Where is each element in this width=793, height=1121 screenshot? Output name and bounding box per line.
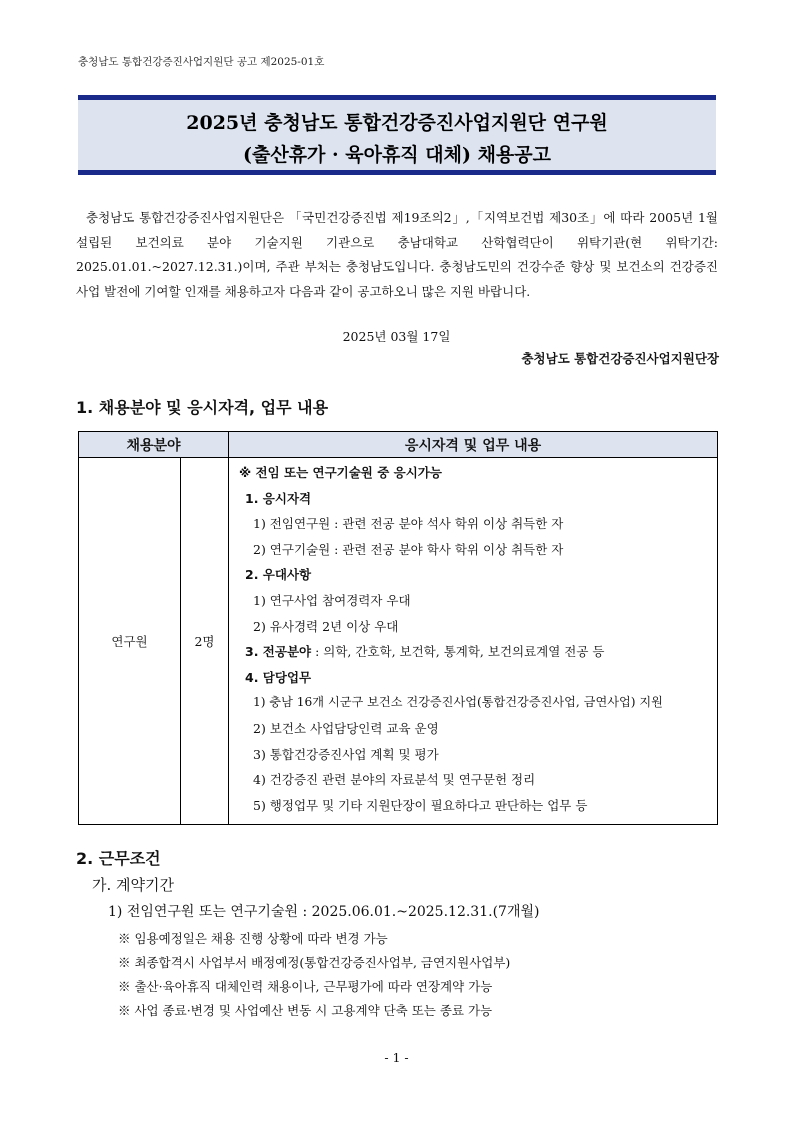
preference-1: 1) 연구사업 참여경력자 우대 bbox=[253, 592, 411, 608]
page-number: - 1 - bbox=[384, 1050, 409, 1065]
duty-5: 5) 행정업무 및 기타 지원단장이 필요하다고 판단하는 업무 등 bbox=[253, 797, 588, 813]
details-cell bbox=[229, 458, 718, 825]
duty-3: 3) 통합건강증진사업 계획 및 평가 bbox=[253, 746, 439, 762]
qualification-2: 2) 연구기술원 : 관련 전공 분야 학사 학위 이상 취득한 자 bbox=[253, 541, 564, 557]
duty-title: 4. 담당업무 bbox=[245, 669, 312, 685]
note-3: ※ 출산·육아휴직 대체인력 채용이나, 근무평가에 따라 연장계약 가능 bbox=[118, 979, 493, 994]
intro-paragraph: 충청남도 통합건강증진사업지원단은 「국민건강증진법 제19조의2」,「지역보건법 제30조」에 따라 2005년 1월 설립된 보건의료 분야 기술지원 기관으로 충남대학교 산학협력단이 위탁기관(현 위탁기간: 2025.01.01.~2027.12.31.)이며, 주관 부처는 충청남도입니다. 충청남도민의 건강수준 향상 및 보건소의 건강증진사업 발전에 기여할 인재를 채용하고자 다음과 같이 공고하오니 많은 지원 바랍니다. bbox=[76, 210, 718, 299]
duty-2: 2) 보건소 사업담당인력 교육 운영 bbox=[253, 720, 439, 736]
preference-2: 2) 유사경력 2년 이상 우대 bbox=[253, 618, 399, 634]
field-cell: 연구원 bbox=[79, 458, 181, 825]
note-4: ※ 사업 종료·변경 및 사업예산 변동 시 고용계약 단축 또는 종료 가능 bbox=[118, 1003, 493, 1018]
section-2-heading: 2. 근무조건 bbox=[76, 849, 161, 868]
title-line-1: 2025년 충청남도 통합건강증진사업지원단 연구원 bbox=[186, 112, 608, 134]
contract-period-heading: 가. 계약기간 bbox=[92, 876, 174, 894]
col-header-field: 채용분야 bbox=[79, 432, 229, 458]
announcement-date: 2025년 03월 17일 bbox=[342, 329, 451, 344]
document-header: 충청남도 통합건강증진사업지원단 공고 제2025-01호 bbox=[78, 56, 325, 68]
note-1: ※ 임용예정일은 채용 진행 상황에 따라 변경 가능 bbox=[118, 931, 388, 946]
duty-4: 4) 건강증진 관련 분야의 자료분석 및 연구문헌 정리 bbox=[253, 772, 536, 788]
note-2: ※ 최종합격시 사업부서 배정예정(통합건강증진사업부, 금연지원사업부) bbox=[118, 955, 511, 970]
section-1-heading: 1. 채용분야 및 응시자격, 업무 내용 bbox=[76, 398, 329, 417]
duty-1: 1) 충남 16개 시군구 보건소 건강증진사업(통합건강증진사업, 금연사업) 지원 bbox=[253, 695, 663, 710]
qualification-1: 1) 전임연구원 : 관련 전공 분야 석사 학위 이상 취득한 자 bbox=[253, 516, 564, 532]
contract-period-item: 1) 전임연구원 또는 연구기술원 : 2025.06.01.~2025.12.31.(7개월) bbox=[108, 904, 540, 920]
title-box bbox=[78, 95, 716, 175]
signature: 충청남도 통합건강증진사업지원단장 bbox=[521, 351, 719, 366]
recruitment-table bbox=[78, 431, 718, 825]
col-header-details: 응시자격 및 업무 내용 bbox=[229, 432, 718, 458]
major-title: 3. 전공분야 bbox=[245, 644, 312, 660]
major-line bbox=[239, 639, 717, 665]
major-text: : 의학, 간호학, 보건학, 통계학, 보건의료계열 전공 등 bbox=[311, 644, 605, 660]
notice-line: ※ 전임 또는 연구기술원 중 응시가능 bbox=[239, 465, 442, 480]
title-line-2: (출산휴가 · 육아휴직 대체) 채용공고 bbox=[242, 144, 551, 166]
count-cell: 2명 bbox=[181, 458, 229, 825]
preference-title: 2. 우대사항 bbox=[245, 567, 312, 583]
qualification-title: 1. 응시자격 bbox=[245, 490, 312, 506]
